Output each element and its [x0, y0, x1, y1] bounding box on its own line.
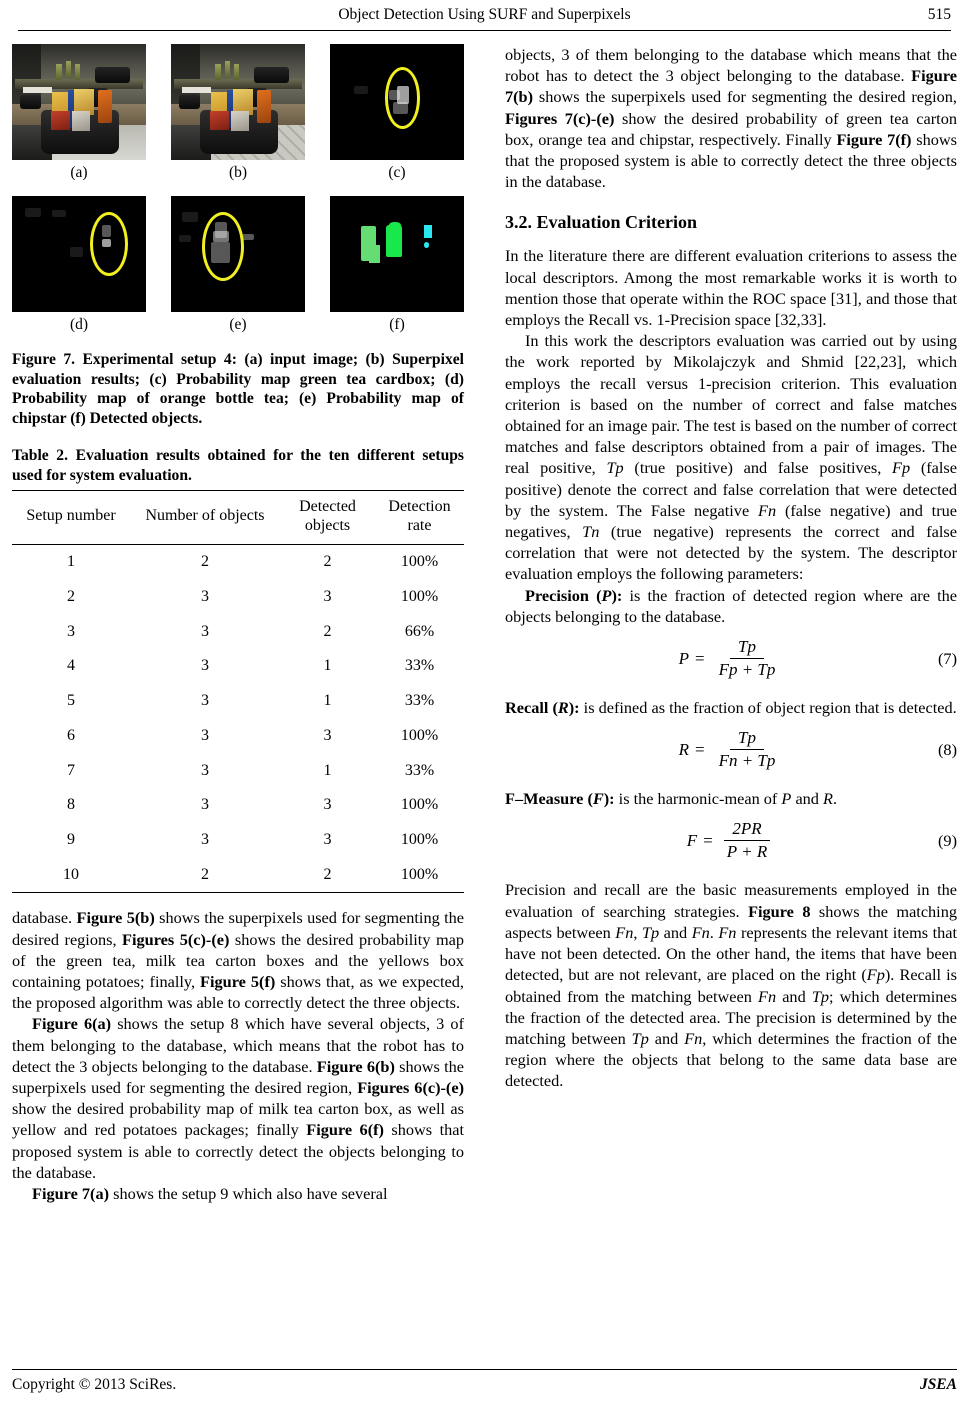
figure7-image-f [330, 196, 464, 312]
equation-7-lhs: P [678, 648, 689, 668]
table2-cell: 3 [323, 831, 332, 849]
table2-cell: 100% [400, 587, 439, 605]
table2-cell: 2 [323, 552, 332, 570]
table2-cell: 3 [201, 796, 209, 814]
running-head-title: Object Detection Using SURF and Superpixels [338, 6, 631, 23]
table2-cell: 100% [375, 858, 464, 893]
table2-cell: 4 [67, 657, 75, 675]
figure7-row-2 [12, 196, 464, 338]
table2-cell: 2 [280, 858, 375, 893]
paragraph-fmeasure: F–Measure (F): is the harmonic-mean of P and R. [505, 789, 838, 809]
table2-cell: 5 [67, 692, 75, 710]
equation-7: P = $\frac{Tp}{Fp + Tp}$ (7) [678, 637, 957, 680]
table2-cell: 2 [67, 587, 75, 605]
table2-cell: 100% [400, 552, 439, 570]
table-row [12, 788, 464, 823]
table-row [12, 544, 464, 579]
equation-8-denominator: Fn + Tp [718, 751, 776, 771]
page-header [18, 6, 951, 28]
paragraph-figure6: Figure 6(a) shows the setup 8 which have several objects, 3 of them belonging to the database, which means that the robot has to detect the 3 objects belonging to the database. Figure 6(b) shows the superpixels used for segmenting the desired region, Figures 6(c)-(e) show the desired probability map of milk tea carton box, as well as yellow and red potatoes packages; finally Figure 6(f) shows that proposed system is able to correctly detect the objects belonging to the database. [12, 1014, 465, 1182]
page-footer [12, 1376, 957, 1398]
table2-cell: 3 [201, 622, 209, 640]
table2-header-row [12, 490, 464, 544]
figure7-label-c: (c) [388, 164, 406, 181]
table2-cell: 3 [201, 726, 209, 744]
paragraph-precision: Precision (P): is the fraction of detected region where are the objects belonging to the database. [505, 585, 958, 626]
equation-8: R = $\frac{Tp}{Fn + Tp}$ (8) [678, 728, 957, 771]
copyright-notice: Copyright © 2013 SciRes. [12, 1376, 177, 1393]
header-divider [18, 30, 951, 31]
table2-cell: 3 [201, 587, 209, 605]
table2-cell: 3 [201, 657, 209, 675]
table-row [12, 649, 464, 684]
table-row [12, 579, 464, 614]
table2-cell: 2 [323, 622, 332, 640]
table2-cell: 6 [67, 726, 75, 744]
table2-cell: 1 [323, 657, 332, 675]
equation-9-lhs: F [686, 830, 698, 850]
figure7-panel-d [12, 196, 146, 338]
equation-9-numerator: 2PR [724, 819, 769, 841]
figure7-label-a: (a) [70, 164, 88, 181]
figure7-image-c [330, 44, 464, 160]
table2-col-setup-number: Setup number [26, 507, 116, 525]
table2-cell: 100% [400, 726, 439, 744]
figure7-panel-f [330, 196, 464, 338]
figure7-panel-b [171, 44, 305, 186]
table-row [12, 718, 464, 753]
figure7-panel-e [171, 196, 305, 338]
table2-cell: 3 [201, 761, 209, 779]
page-number: 515 [927, 6, 951, 23]
table2-cell: 10 [12, 858, 130, 893]
table2-cell: 8 [67, 796, 75, 814]
table-row [12, 823, 464, 858]
equation-9-number: (9) [938, 831, 957, 851]
table2-cell: 1 [323, 692, 332, 710]
table2-col-number-of-objects: Number of objects [145, 507, 265, 525]
table-row [12, 614, 464, 649]
equation-7-numerator: Tp [730, 637, 764, 659]
paragraph-recall: Recall (R): is defined as the fraction of object region that is detected. [505, 698, 957, 718]
figure7-row-1 [12, 44, 464, 186]
table-row [12, 684, 464, 719]
table-row [12, 753, 464, 788]
table2-cell: 66% [404, 622, 435, 640]
figure7-image-b [171, 44, 305, 160]
figure7-image-d [12, 196, 146, 312]
figure7-panel-c [330, 44, 464, 186]
paragraph-figure7-continued: objects, 3 of them belonging to the database which means that the robot has to detect the 3 object belonging to the database. Figure 7(b) shows the superpixels used for segmenting the desired region, Figures 7(c)-(e) show the desired probability of green tea carton box, orange tea and chipstar, respectively. Finally Figure 7(f) shows that the proposed system is able to correctly detect the three objects in the database. [505, 45, 957, 192]
equation-7-denominator: Fp + Tp [718, 660, 776, 680]
figure7-image-a [12, 44, 146, 160]
figure7-caption: Figure 7. Experimental setup 4: (a) input image; (b) Superpixel evaluation results; (c) Probability map green tea cardbox; (d) Probability map of orange bottle tea; (e) Probability map of chipstar (f) Detected objects. [12, 351, 464, 427]
paragraph-figure7-start: Figure 7(a) shows the setup 9 which also have several [32, 1184, 388, 1204]
figure7-label-d: (d) [69, 316, 89, 333]
paragraph-final: Precision and recall are the basic measurements employed in the evaluation of searching strategies. Figure 8 shows the matching aspects between Fn, Tp and Fn. Fn represents the relevant items that have not been detected. On the other hand, the items that have been detected, but are not relevant, are placed on the right (Fp). Recall is obtained from the matching between Fn and Tp; which determines the fraction of the detected area. The precision is determined by the matching between Tp and Fn, which determines the fraction of the region where the objects that belong to the same data base are detected. [505, 880, 957, 1091]
table2-cell: 100% [400, 796, 439, 814]
table2-caption: Table 2. Evaluation results obtained for the ten different setups used for system evaluation. [12, 447, 464, 484]
table2-cell: 9 [67, 831, 75, 849]
journal-abbreviation: JSEA [919, 1376, 957, 1393]
figure7-label-e: (e) [229, 316, 247, 333]
table2-cell: 33% [404, 657, 435, 675]
table2-cell: 3 [323, 796, 332, 814]
paragraph-literature: In the literature there are different evaluation criterions to assess the local descriptors. Among the most remarkable works it is worth to mention those that operate within the ROC space [31], and those that employs the Recall vs. 1-Precision space [32,33]. [505, 246, 957, 330]
paragraph-this-work: In this work the descriptors evaluation was carried out by using the work reported by Mikolajczyk and Shmid [22,23], which employs the recall versus 1-precision criterion. This evaluation criterion is based on the number of correct and false matches obtained for an image pair. The test is based on the number of correct matches and false descriptors obtained from a pair of images. The real positive, Tp (true positive) and false positives, Fp (false positive) denote the correct and false correlation that were detected by the system. The False negative Fn (false negative) and true negatives, Tn (true negative) represents the correct and false correlation that were not detected by the system. The descriptor evaluation employs the following parameters: [505, 331, 957, 584]
table2-cell: 1 [323, 761, 332, 779]
left-column [12, 44, 464, 1204]
section-heading-evaluation-criterion: 3.2. Evaluation Criterion [505, 212, 697, 233]
equation-7-fraction [711, 637, 784, 680]
table2-head [12, 490, 464, 544]
table2-cell: 3 [201, 831, 209, 849]
right-column [505, 44, 957, 1092]
equation-7-number: (7) [938, 649, 957, 669]
table2-col-detection-rate: Detection rate [388, 497, 451, 534]
table2-cell: 7 [67, 761, 75, 779]
figure7-image-e [171, 196, 305, 312]
table2-cell: 1 [67, 552, 75, 570]
table2-cell: 100% [400, 831, 439, 849]
paragraph-figure5: database. Figure 5(b) shows the superpixels used for segmenting the desired regions, Figures 5(c)-(e) shows the desired probability map of the green tea, milk tea carton boxes and the yellows box containing potatoes; finally, Figure 5(f) shows that, as we expected, the proposed algorithm was able to correctly detect the three objects. [12, 908, 465, 1013]
table2-cell: 3 [323, 726, 332, 744]
table2-wrapper [12, 490, 464, 894]
figure7-panel-a [12, 44, 146, 186]
table2-cell: 2 [130, 858, 280, 893]
table2-cell: 3 [67, 622, 75, 640]
equation-9-denominator: P + R [726, 842, 768, 862]
equation-8-numerator: Tp [730, 728, 764, 750]
table2 [12, 490, 464, 894]
table2-body [12, 544, 464, 893]
figure7-label-f: (f) [389, 316, 405, 333]
equation-8-fraction [711, 728, 784, 771]
equation-9: F = $\frac{2PR}{P + R}$ (9) [686, 819, 957, 862]
equation-8-number: (8) [938, 740, 957, 760]
table2-cell: 33% [404, 692, 435, 710]
footer-divider [12, 1369, 957, 1370]
table2-cell: 3 [323, 587, 332, 605]
table-row [12, 858, 464, 893]
table2-col-detected-objects: Detected objects [299, 497, 356, 534]
table2-cell: 3 [201, 692, 209, 710]
table2-cell: 2 [201, 552, 209, 570]
equation-8-lhs: R [678, 739, 689, 759]
equation-9-fraction [719, 819, 775, 862]
table2-cell: 33% [404, 761, 435, 779]
figure7-label-b: (b) [228, 164, 248, 181]
